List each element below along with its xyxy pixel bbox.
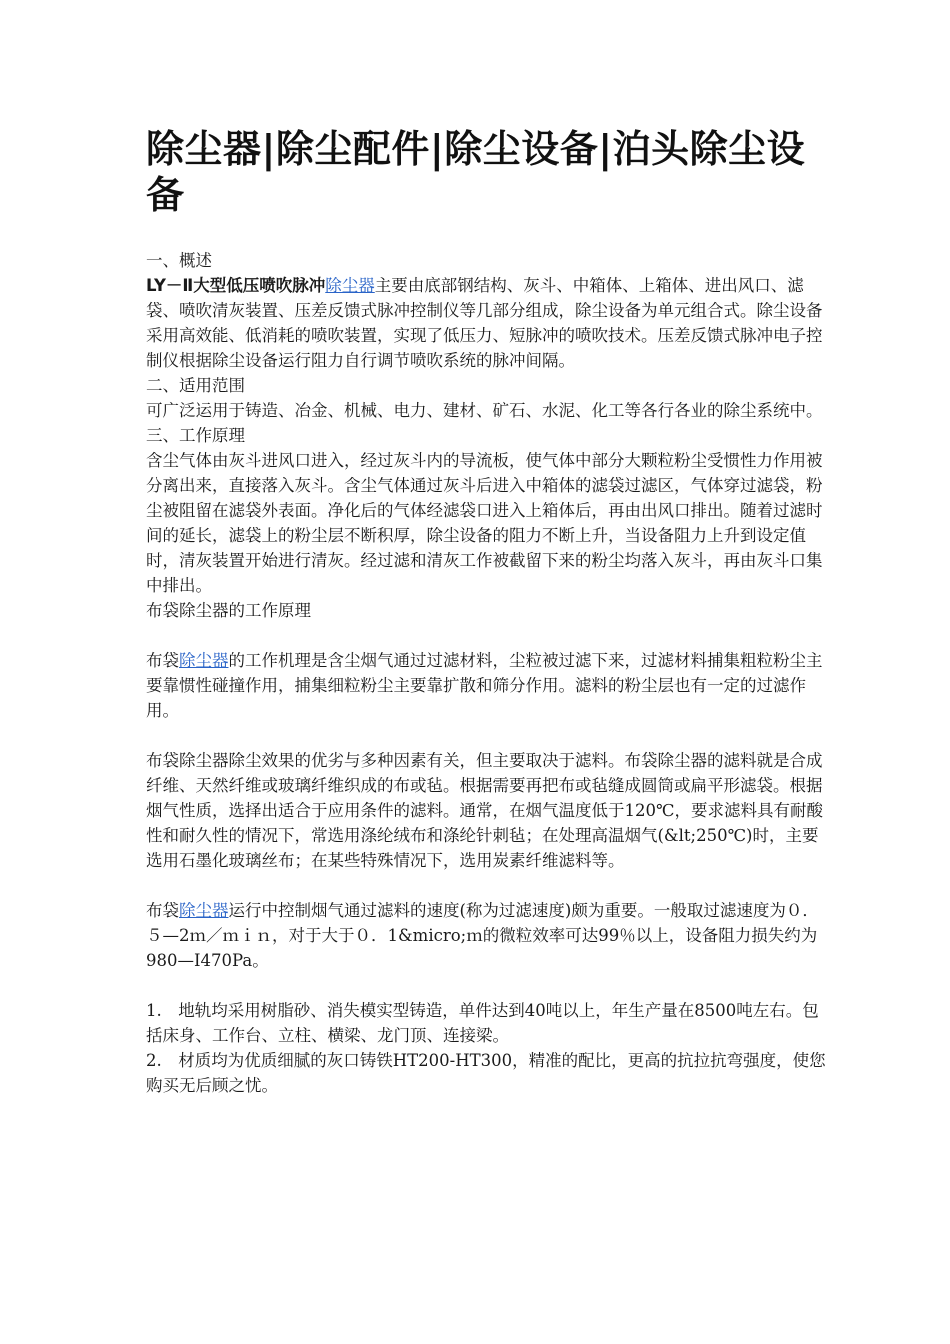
dust-collector-link[interactable]: 除尘器: [325, 276, 375, 295]
principle-paragraph: 含尘气体由灰斗进风口进入，经过灰斗内的导流板，使气体中部分大颗粒粉尘受惯性力作用被分离出来，直接落入灰斗。含尘气体通过灰斗后进入中箱体的滤袋过滤区，气体穿过滤袋，粉尘被阻留在滤袋外表面。净化后的气体经滤袋口进入上箱体后，再由出风口排出。随着过滤时间的延长，滤袋上的粉尘层不断积厚，除尘设备的阻力不断上升，当设备阻力上升到设定值时，清灰装置开始进行清灰。经过滤和清灰工作被截留下来的粉尘均落入灰斗，再由灰斗口集中排出。: [146, 451, 823, 595]
scope-paragraph: 可广泛运用于铸造、冶金、机械、电力、建材、矿石、水泥、化工等各行各业的除尘系统中。: [146, 401, 823, 420]
spacer: [146, 873, 826, 898]
product-model-text: LY－Ⅱ大型低压喷吹脉冲: [146, 276, 326, 295]
dust-collector-link[interactable]: 除尘器: [179, 651, 229, 670]
section-heading-bag-principle: 布袋除尘器的工作原理: [146, 601, 311, 620]
section-heading-overview: 一、概述: [146, 251, 212, 270]
list-item-material: 2. 材质均为优质细腻的灰口铸铁HT200-HT300，精准的配比，更高的抗拉抗弯强度，使您购买无后顾之忧。: [146, 1051, 826, 1095]
speed-prefix-text: 布袋: [146, 901, 179, 920]
section-heading-principle: 三、工作原理: [146, 426, 245, 445]
page-title: 除尘器|除尘配件|除尘设备|泊头除尘设备: [146, 127, 806, 217]
document-body: [146, 248, 826, 1098]
bag-prefix-text: 布袋: [146, 651, 179, 670]
spacer: [146, 973, 826, 998]
overview-paragraph: [146, 273, 826, 373]
filter-speed-paragraph: [146, 898, 826, 973]
overview-text: 主要由底部钢结构、灰斗、中箱体、上箱体、进出风口、滤袋、喷吹清灰装置、压差反馈式脉冲控制仪等几部分组成，除尘设备为单元组合式。除尘设备采用高效能、低消耗的喷吹装置，实现了低压力、短脉冲的喷吹技术。压差反馈式脉冲电子控制仪根据除尘设备运行阻力自行调节喷吹系统的脉冲间隔。: [146, 276, 823, 370]
spacer: [146, 723, 826, 748]
filter-speed-text: 运行中控制烟气通过滤料的速度(称为过滤速度)颇为重要。一般取过滤速度为０．５—2ｍ／ｍｉｎ，对于大于０．1&micro;ｍ的微粒效率可达99％以上，设备阻力损失约为980—I470Pa。: [146, 901, 819, 970]
filter-material-paragraph: 布袋除尘器除尘效果的优劣与多种因素有关，但主要取决于滤料。布袋除尘器的滤料就是合成纤维、天然纤维或玻璃纤维织成的布或毡。根据需要再把布或毡缝成圆筒或扁平形滤袋。根据烟气性质，选择出适合于应用条件的滤料。通常，在烟气温度低于120℃，要求滤料具有耐酸性和耐久性的情况下，常选用涤纶绒布和涤纶针刺毡；在处理高温烟气(&lt;250℃)时，主要选用石墨化玻璃丝布；在某些特殊情况下，选用炭素纤维滤料等。: [146, 751, 823, 870]
section-heading-scope: 二、适用范围: [146, 376, 245, 395]
list-item-casting: 1. 地轨均采用树脂砂、消失模实型铸造，单件达到40吨以上，年生产量在8500吨左右。包括床身、工作台、立柱、横梁、龙门顶、连接梁。: [146, 1001, 819, 1045]
spacer: [146, 623, 826, 648]
bag-mechanism-text: 的工作机理是含尘烟气通过过滤材料，尘粒被过滤下来，过滤材料捕集粗粒粉尘主要靠惯性碰撞作用，捕集细粒粉尘主要靠扩散和筛分作用。滤料的粉尘层也有一定的过滤作用。: [146, 651, 823, 720]
bag-mechanism-paragraph: [146, 648, 826, 723]
dust-collector-link[interactable]: 除尘器: [179, 901, 229, 920]
document-page: [146, 126, 826, 1098]
